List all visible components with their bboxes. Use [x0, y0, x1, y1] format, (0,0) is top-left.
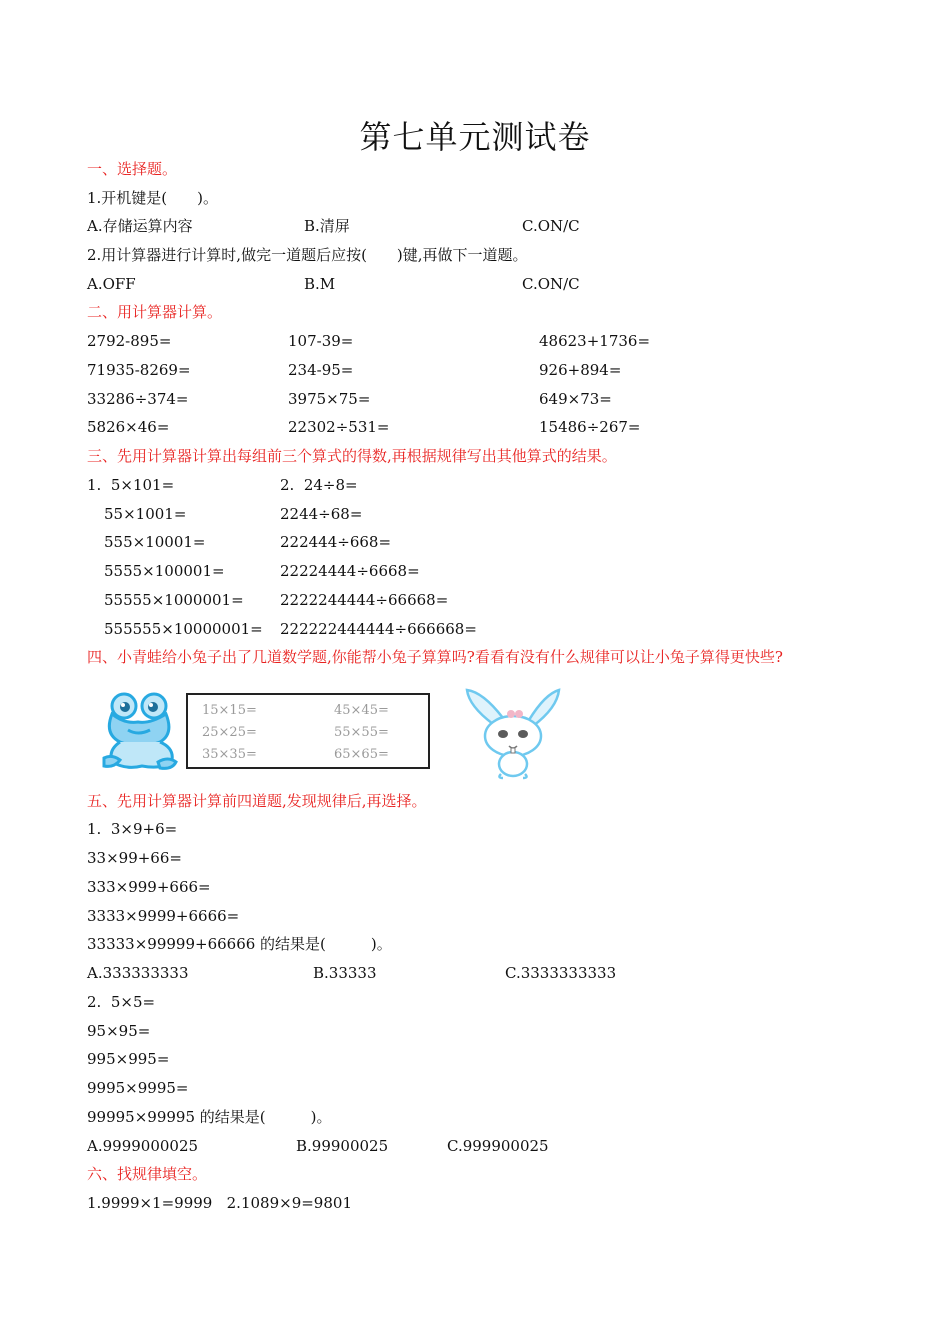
- question-1: 1.开机键是( )。: [87, 189, 219, 207]
- calc-cell: 33286÷374=: [87, 390, 189, 408]
- calc-cell: 926+894=: [539, 361, 622, 379]
- page-title: 第七单元测试卷: [359, 118, 591, 156]
- calc-cell: 48623+1736=: [539, 332, 651, 350]
- bunny-illustration: [463, 684, 563, 780]
- group2-option-a: A.9999000025: [87, 1137, 199, 1155]
- q1-option-a: A.存储运算内容: [87, 217, 193, 235]
- group1-line: 3333×9999+6666=: [87, 907, 240, 925]
- calc-cell: 15486÷267=: [539, 418, 641, 436]
- calc-cell: 2792-895=: [87, 332, 172, 350]
- group2-option-b: B.99900025: [296, 1137, 389, 1155]
- q2-option-a: A.OFF: [87, 275, 136, 293]
- section-1-heading: 一、选择题。: [87, 160, 178, 178]
- calc-cell: 71935-8269=: [87, 361, 191, 379]
- pattern-left: 5555×100001=: [104, 562, 225, 580]
- group1-line: 1. 3×9+6=: [87, 820, 178, 838]
- group2-question: 99995×99995 的结果是( )。: [87, 1108, 332, 1126]
- group2-line: 995×995=: [87, 1050, 170, 1068]
- q1-option-b: B.清屏: [304, 217, 350, 235]
- section-4-heading: 四、小青蛙给小兔子出了几道数学题,你能帮小兔子算算吗?看看有没有什么规律可以让小兔子算得更快些?: [87, 648, 783, 666]
- group1-line: 33×99+66=: [87, 849, 182, 867]
- section-6-heading: 六、找规律填空。: [87, 1165, 208, 1183]
- box-equation: 45×45=: [334, 703, 389, 718]
- pattern-right: 2. 24÷8=: [280, 476, 358, 494]
- frog-illustration: [98, 688, 182, 774]
- group2-option-c: C.999900025: [447, 1137, 549, 1155]
- pattern-left: 55555×1000001=: [104, 591, 244, 609]
- question-2: 2.用计算器进行计算时,做完一道题后应按( )键,再做下一道题。: [87, 246, 528, 264]
- section-5-heading: 五、先用计算器计算前四道题,发现规律后,再选择。: [87, 792, 427, 810]
- section-2-heading: 二、用计算器计算。: [87, 303, 223, 321]
- group1-question: 33333×99999+66666 的结果是( )。: [87, 935, 392, 953]
- pattern-left: 55×1001=: [104, 505, 187, 523]
- q2-option-b: B.M: [304, 275, 336, 293]
- pattern-left: 1. 5×101=: [87, 476, 175, 494]
- group2-line: 9995×9995=: [87, 1079, 189, 1097]
- box-equation: 35×35=: [202, 747, 257, 762]
- pattern-fill-line: 1.9999×1=9999 2.1089×9=9801: [87, 1194, 352, 1212]
- calc-cell: 234-95=: [288, 361, 354, 379]
- pattern-right: 222444÷668=: [280, 533, 392, 551]
- pattern-right: 2222244444÷66668=: [280, 591, 449, 609]
- equation-box: [186, 693, 430, 769]
- group2-line: 2. 5×5=: [87, 993, 156, 1011]
- group1-line: 333×999+666=: [87, 878, 211, 896]
- box-equation: 65×65=: [334, 747, 389, 762]
- section-3-heading: 三、先用计算器计算出每组前三个算式的得数,再根据规律写出其他算式的结果。: [87, 447, 617, 465]
- box-equation: 25×25=: [202, 725, 257, 740]
- group1-option-a: A.333333333: [87, 964, 189, 982]
- box-equation: 15×15=: [202, 703, 257, 718]
- calc-cell: 3975×75=: [288, 390, 371, 408]
- q2-option-c: C.ON/C: [522, 275, 580, 293]
- pattern-right: 22224444÷6668=: [280, 562, 420, 580]
- box-equation: 55×55=: [334, 725, 389, 740]
- calc-cell: 649×73=: [539, 390, 612, 408]
- pattern-left: 555555×10000001=: [104, 620, 263, 638]
- group1-option-c: C.3333333333: [505, 964, 617, 982]
- pattern-left: 555×10001=: [104, 533, 206, 551]
- group1-option-b: B.33333: [313, 964, 377, 982]
- calc-cell: 22302÷531=: [288, 418, 390, 436]
- q1-option-c: C.ON/C: [522, 217, 580, 235]
- calc-cell: 5826×46=: [87, 418, 170, 436]
- pattern-right: 2244÷68=: [280, 505, 363, 523]
- group2-line: 95×95=: [87, 1022, 151, 1040]
- calc-cell: 107-39=: [288, 332, 354, 350]
- pattern-right: 222222444444÷666668=: [280, 620, 477, 638]
